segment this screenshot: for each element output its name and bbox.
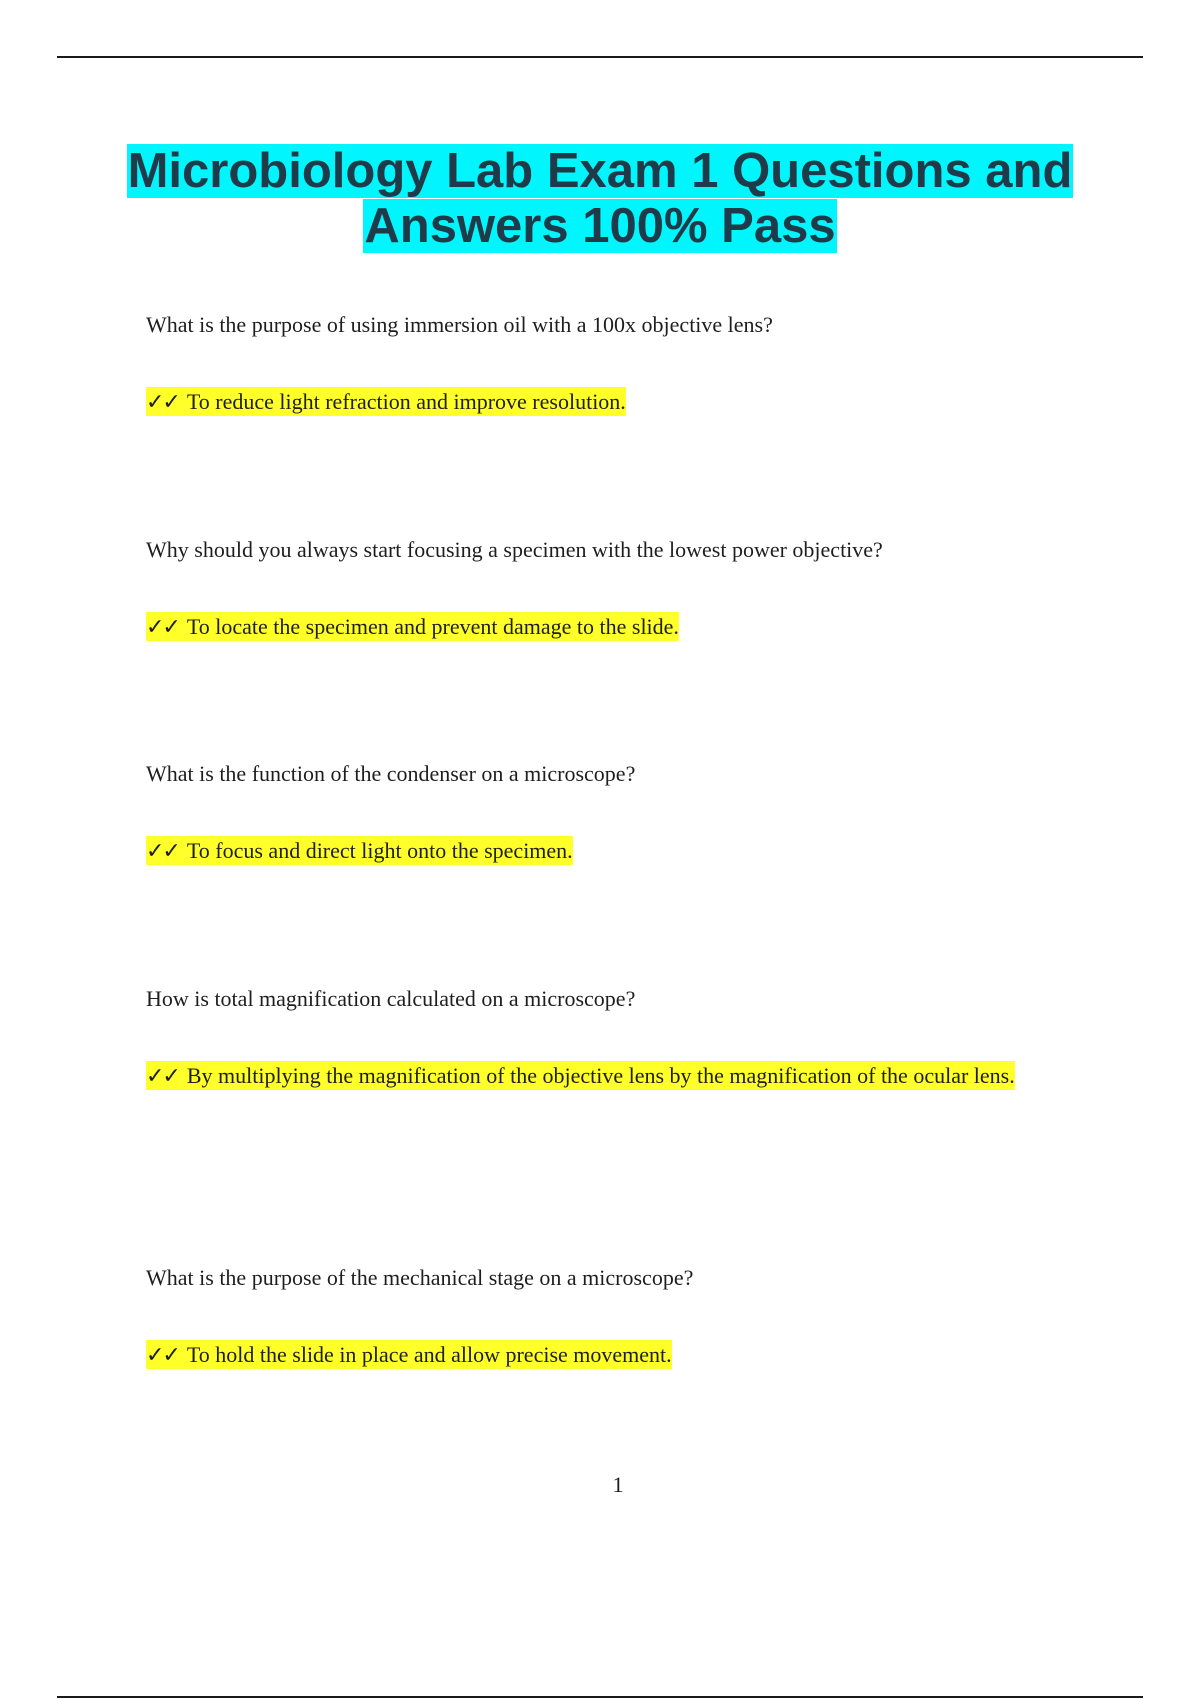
answer-highlight (146, 612, 679, 641)
question-text: How is total magnification calculated on a microscope? (146, 986, 636, 1011)
answer-highlight (146, 836, 573, 865)
double-check-icon: ✓✓ (146, 615, 179, 640)
answer (146, 1325, 1066, 1386)
answer (146, 821, 1066, 882)
answer-text: To focus and direct light onto the specimen. (186, 838, 573, 863)
answer-text: To locate the specimen and prevent damage to the slide. (186, 614, 679, 639)
question-text: What is the function of the condenser on a microscope? (146, 761, 636, 786)
page-number: 1 (612, 1472, 624, 1497)
answer-text: To hold the slide in place and allow precise movement. (186, 1342, 672, 1367)
question-text: What is the purpose of using immersion oil with a 100x objective lens? (146, 312, 773, 337)
top-rule (57, 56, 1143, 58)
answer-highlight (146, 387, 626, 416)
answer (146, 597, 1066, 658)
answer-text: To reduce light refraction and improve resolution. (186, 389, 626, 414)
double-check-icon: ✓✓ (146, 839, 179, 864)
double-check-icon: ✓✓ (146, 390, 179, 415)
answer-text: By multiplying the magnification of the objective lens by the magnification of the ocular lens. (186, 1063, 1015, 1088)
title-line-2: Answers 100% Pass (364, 199, 836, 253)
answer (146, 1046, 1066, 1107)
document-title (100, 144, 1100, 254)
answer-highlight (146, 1061, 1015, 1090)
question-text: Why should you always start focusing a specimen with the lowest power objective? (146, 537, 883, 562)
double-check-icon: ✓✓ (146, 1064, 179, 1089)
answer-highlight (146, 1340, 672, 1369)
title-line-1: Microbiology Lab Exam 1 Questions and (127, 144, 1073, 198)
bottom-rule (57, 1696, 1143, 1698)
double-check-icon: ✓✓ (146, 1343, 179, 1368)
question-text: What is the purpose of the mechanical stage on a microscope? (146, 1265, 694, 1290)
answer (146, 372, 1066, 433)
